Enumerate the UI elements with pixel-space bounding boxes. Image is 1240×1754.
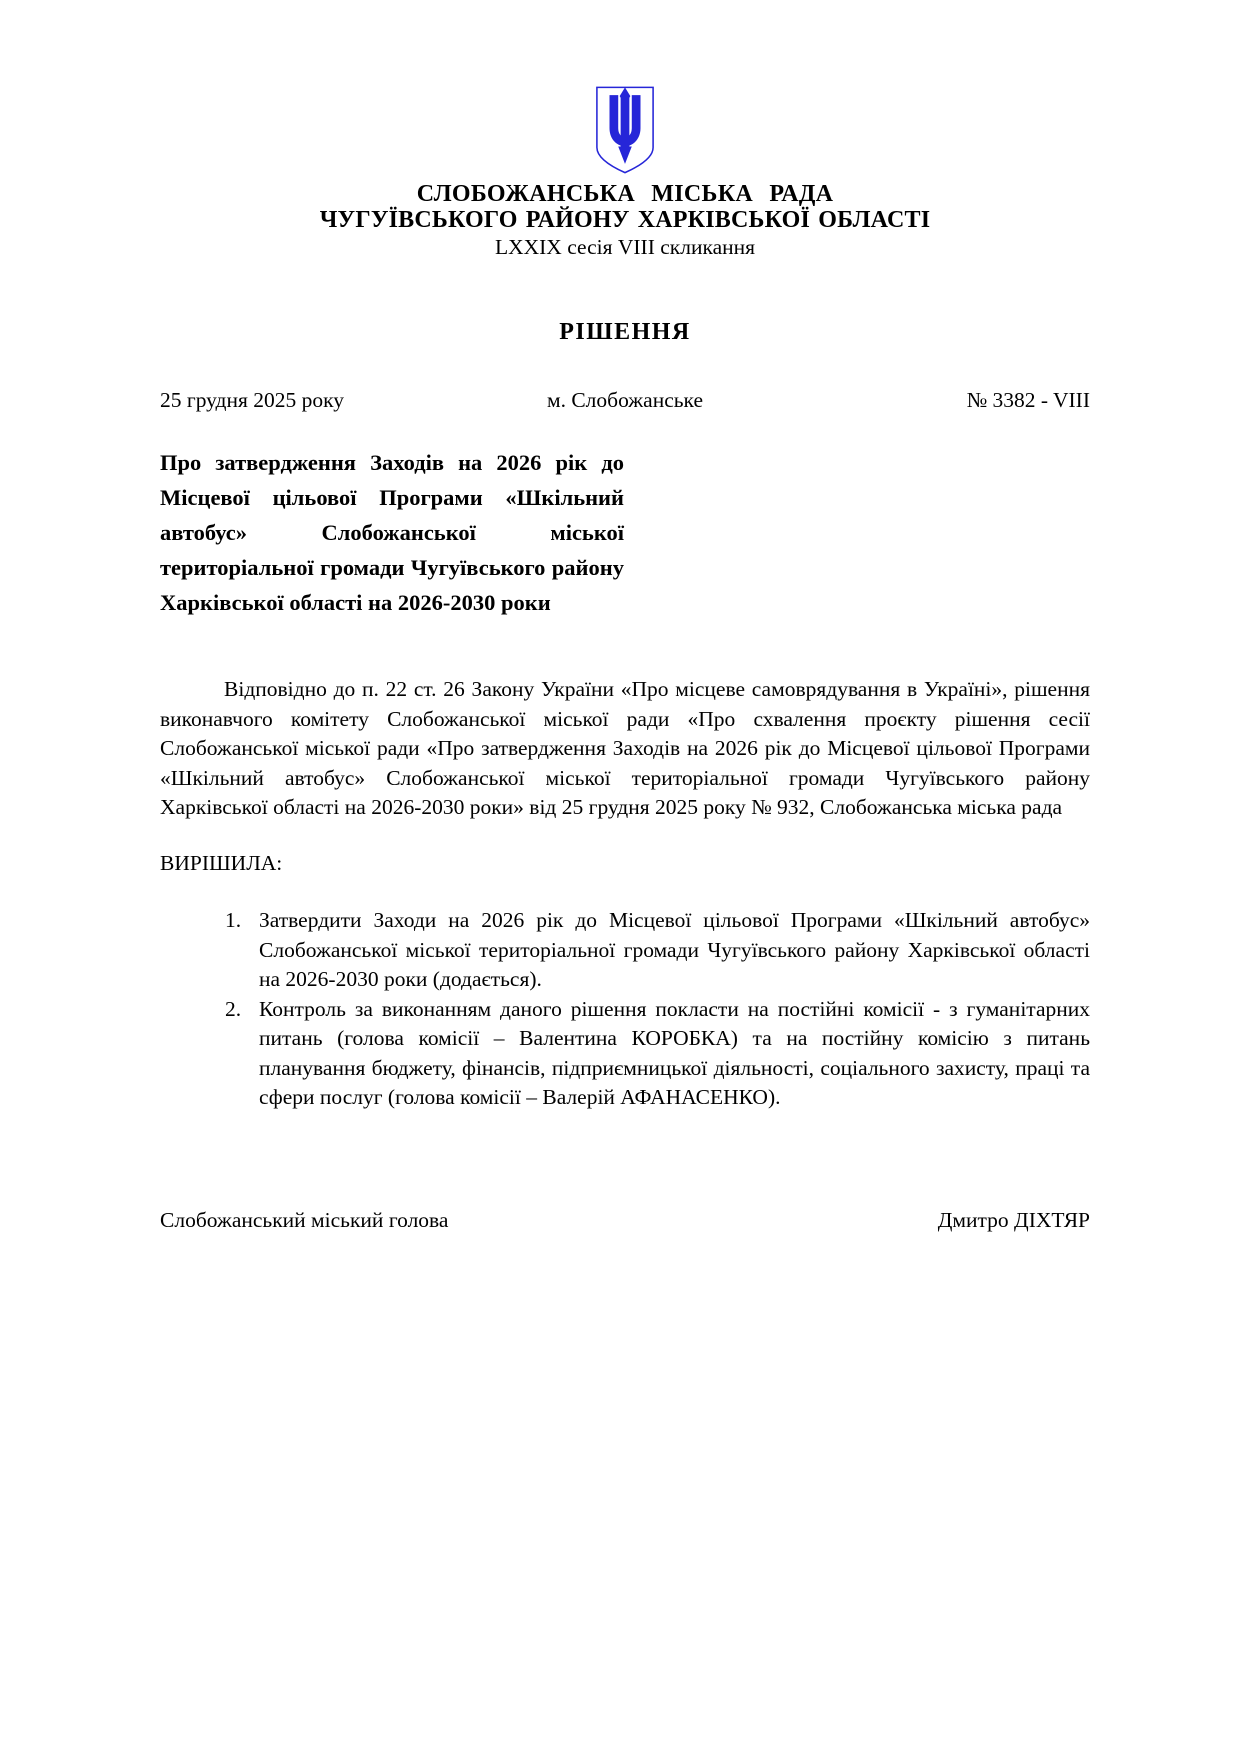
document-number: № 3382 - VIII xyxy=(966,388,1090,412)
document-kind-heading: РІШЕННЯ xyxy=(559,319,691,345)
item-number: 2. xyxy=(225,996,242,1021)
signer-name: Дмитро ДІХТЯР xyxy=(937,1207,1090,1232)
item-text: Затвердити Заходи на 2026 рік до Місцевої цільової Програми «Шкільний автобус» Слобожанської міської територіальної громади Чугуївського району Харківської області на 2026-2030 роки (додається). xyxy=(259,908,1090,991)
signer-position: Слобожанський міський голова xyxy=(160,1207,449,1232)
item-text: Контроль за виконанням даного рішення покласти на постійні комісії - з гуманітарних питань (голова комісії – Валентина КОРОБКА) та на постійну комісію з питань планування бюджету, фінансів, підприємницької діяльності, соціального захисту, праці та сфери послуг (голова комісії – Валерій АФАНАСЕНКО). xyxy=(259,996,1090,1109)
signature-row xyxy=(160,1208,1090,1233)
document-place: м. Слобожанське xyxy=(546,388,704,412)
document-title: Про затвердження Заходів на 2026 рік до Місцевої цільової Програми «Шкільний автобус» Слобожанської міської територіальної громади Чугуївського району Харківської області на 2026-2030 роки xyxy=(160,450,624,615)
ukraine-trident-emblem-icon xyxy=(594,85,656,175)
session-line: LXXIX сесія VIII скликання xyxy=(494,235,756,259)
resolved-heading: ВИРІШИЛА: xyxy=(160,850,283,875)
resolution-item xyxy=(225,995,1090,1113)
document-date: 25 грудня 2025 року xyxy=(160,388,345,412)
resolution-item xyxy=(225,906,1090,995)
council-name: СЛОБОЖАНСЬКА МІСЬКА РАДА xyxy=(416,181,834,207)
document-meta-row xyxy=(160,388,1090,413)
item-number: 1. xyxy=(225,908,242,932)
resolution-items xyxy=(160,906,1090,1113)
document-letterhead xyxy=(160,85,1090,259)
preamble-paragraph: Відповідно до п. 22 ст. 26 Закону України «Про місцеве самоврядування в Україні», рішення виконавчого комітету Слобожанської міської ради «Про схвалення проєкту рішення сесії Слобожанської міської ради «Про затвердження Заходів на 2026 рік до Місцевої цільової Програми «Шкільний автобус» Слобожанської міської територіальної громади Чугуївського району Харківської області на 2026-2030 роки» від 25 грудня 2025 року № 932, Слобожанська міська рада xyxy=(160,677,1090,819)
district-region-line: ЧУГУЇВСЬКОГО РАЙОНУ ХАРКІВСЬКОЇ ОБЛАСТІ xyxy=(319,207,931,233)
